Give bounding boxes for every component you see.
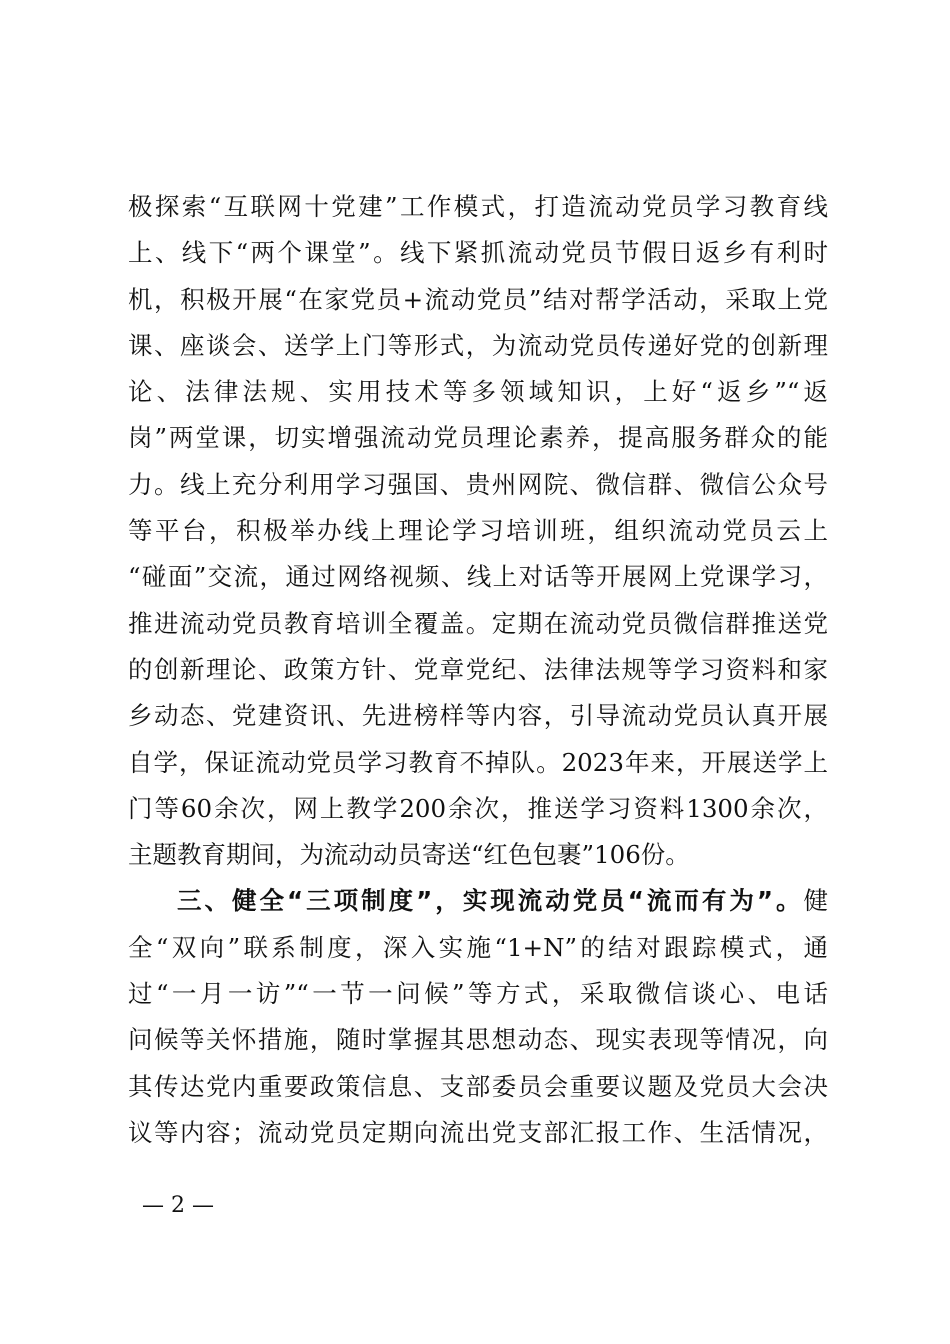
text-line: 其传达党内重要政策信息、支部委员会重要议题及党员大会决 (128, 1071, 828, 1101)
text-line: 议等内容；流动党员定期向流出党支部汇报工作、生活情况， (128, 1117, 828, 1147)
text-line: “碰面”交流，通过网络视频、线上对话等开展网上党课学习， (128, 562, 828, 592)
text-line: 论、法律法规、实用技术等多领域知识，上好“返乡”“返 (128, 377, 828, 407)
text-line: 自学，保证流动党员学习教育不掉队。2023年来，开展送学上 (128, 747, 828, 777)
text-line: 门等60余次，网上教学200余次，推送学习资料1300余次， (128, 793, 828, 823)
paragraph-1 (128, 184, 828, 878)
text-line: 的创新理论、政策方针、党章党纪、法律法规等学习资料和家 (128, 654, 828, 684)
document-body (128, 184, 828, 1156)
text-line: 机，积极开展“在家党员+流动党员”结对帮学活动，采取上党 (128, 284, 828, 314)
text-line: 主题教育期间，为流动动员寄送“红色包裹”106份。 (128, 840, 690, 870)
text-line: 岗”两堂课，切实增强流动党员理论素养，提高服务群众的能 (128, 423, 828, 453)
text-line: 等平台，积极举办线上理论学习培训班，组织流动党员云上 (128, 516, 828, 546)
text-line: 课、座谈会、送学上门等形式，为流动党员传递好党的创新理 (128, 330, 828, 360)
text-line: 上、线下“两个课堂”。线下紧抓流动党员节假日返乡有利时 (128, 238, 828, 268)
section-heading: 三、健全“三项制度”，实现流动党员“流而有为”。 (177, 886, 804, 916)
paragraph-2 (128, 878, 828, 1156)
text-line: 乡动态、党建资讯、先进榜样等内容，引导流动党员认真开展 (128, 701, 828, 731)
section-first-line (128, 878, 828, 924)
text-line: 问候等关怀措施，随时掌握其思想动态、现实表现等情况，向 (128, 1025, 828, 1055)
text-line: 极探索“互联网十党建”工作模式，打造流动党员学习教育线 (128, 192, 828, 221)
text-line: 全“双向”联系制度，深入实施“1+N”的结对跟踪模式，通 (128, 932, 828, 962)
text-line: 力。线上充分利用学习强国、贵州网院、微信群、微信公众号 (128, 469, 828, 499)
text-line: 推进流动党员教育培训全覆盖。定期在流动党员微信群推送党 (128, 608, 828, 638)
page-number: — 2 — (142, 1193, 214, 1218)
section-line-continuation: 健 (803, 886, 828, 916)
text-line: 过“一月一访”“一节一问候”等方式，采取微信谈心、电话 (128, 979, 828, 1009)
